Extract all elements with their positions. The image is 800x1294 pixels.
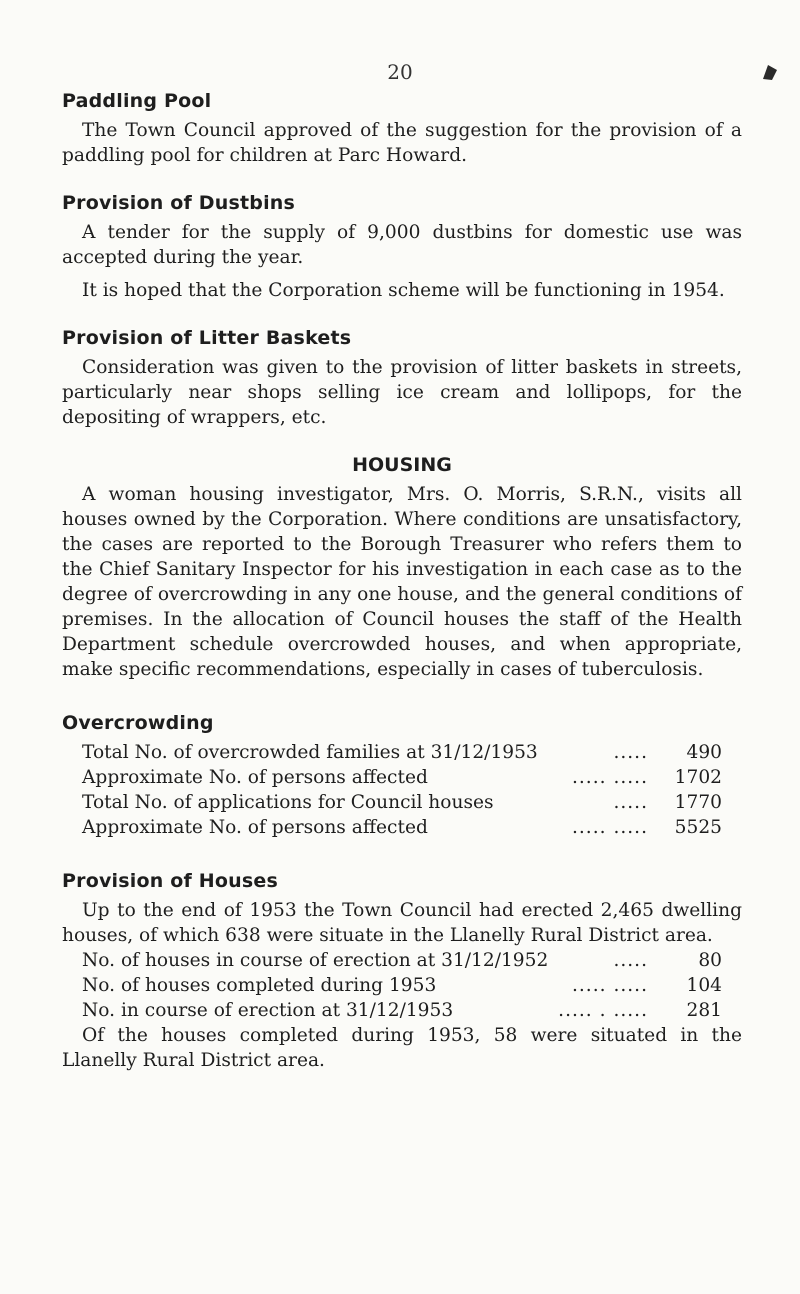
table-row (82, 973, 722, 998)
heading-litter-baskets: Provision of Litter Baskets (62, 327, 352, 349)
table-row (82, 815, 722, 840)
dot-leader: ..... (613, 950, 648, 971)
dot-leader: ..... (613, 742, 648, 763)
heading-housing: HOUSING (352, 454, 452, 476)
row-label: Approximate No. of persons affected (82, 767, 428, 788)
housing-paragraph: A woman housing investigator, Mrs. O. Morris, S.R.N., visits all houses owned by the Corporation. Where conditions are unsatisfactory, the cases are reported to the Borough Treasurer who refers them to the Chief Sanitary Inspector for his investigation in each case as to the degree of overcrowding in any one house, and the general conditions of premises. In the allocation of Council houses the staff of the Health Department schedule overcrowded houses, and when appropriate, make specific recommendations, especially in cases of tuberculosis. (62, 484, 742, 680)
row-value: 1770 (674, 792, 722, 813)
row-label: No. of houses completed during 1953 (82, 975, 437, 996)
dustbins-paragraph-1: A tender for the supply of 9,000 dustbins for domestic use was accepted during the year. (62, 222, 742, 268)
row-value: 104 (686, 975, 722, 996)
houses-closing-paragraph: Of the houses completed during 1953, 58 were situated in the Llanelly Rural District area. (62, 1025, 742, 1071)
row-label: Approximate No. of persons affected (82, 817, 428, 838)
row-label: Total No. of applications for Council houses (82, 792, 494, 813)
dot-leader: ..... ..... (571, 767, 648, 788)
row-label: No. in course of erection at 31/12/1953 (82, 1000, 454, 1021)
table-row (82, 740, 722, 765)
table-row (82, 948, 722, 973)
heading-overcrowding: Overcrowding (62, 712, 214, 734)
table-row (82, 765, 722, 790)
paddling-pool-paragraph: The Town Council approved of the suggestion for the provision of a paddling pool for children at Parc Howard. (62, 120, 742, 166)
document-body (62, 90, 742, 1073)
row-value: 80 (698, 950, 722, 971)
row-value: 5525 (674, 817, 722, 838)
row-label: No. of houses in course of erection at 31/12/1952 (82, 950, 549, 971)
table-row (82, 790, 722, 815)
corner-mark-icon (760, 62, 780, 82)
dot-leader: ..... . ..... (558, 1000, 648, 1021)
page-number: 20 (387, 60, 413, 84)
row-value: 1702 (674, 767, 722, 788)
row-value: 490 (686, 742, 722, 763)
heading-provision-of-houses: Provision of Houses (62, 870, 278, 892)
dustbins-paragraph-2: It is hoped that the Corporation scheme will be functioning in 1954. (82, 280, 725, 301)
dot-leader: ..... ..... (571, 817, 648, 838)
heading-paddling-pool: Paddling Pool (62, 90, 212, 112)
dot-leader: ..... ..... (571, 975, 648, 996)
houses-intro-paragraph: Up to the end of 1953 the Town Council had erected 2,465 dwelling houses, of which 638 were situate in the Llanelly Rural District area. (62, 900, 742, 946)
dot-leader: ..... (613, 792, 648, 813)
table-row (82, 998, 722, 1023)
heading-dustbins: Provision of Dustbins (62, 192, 296, 214)
houses-table (82, 948, 722, 1023)
row-value: 281 (686, 1000, 722, 1021)
litter-baskets-paragraph: Consideration was given to the provision of litter baskets in streets, particularly near shops selling ice cream and lollipops, for the depositing of wrappers, etc. (62, 357, 742, 428)
row-label: Total No. of overcrowded families at 31/12/1953 (82, 742, 538, 763)
overcrowding-table (82, 740, 722, 840)
